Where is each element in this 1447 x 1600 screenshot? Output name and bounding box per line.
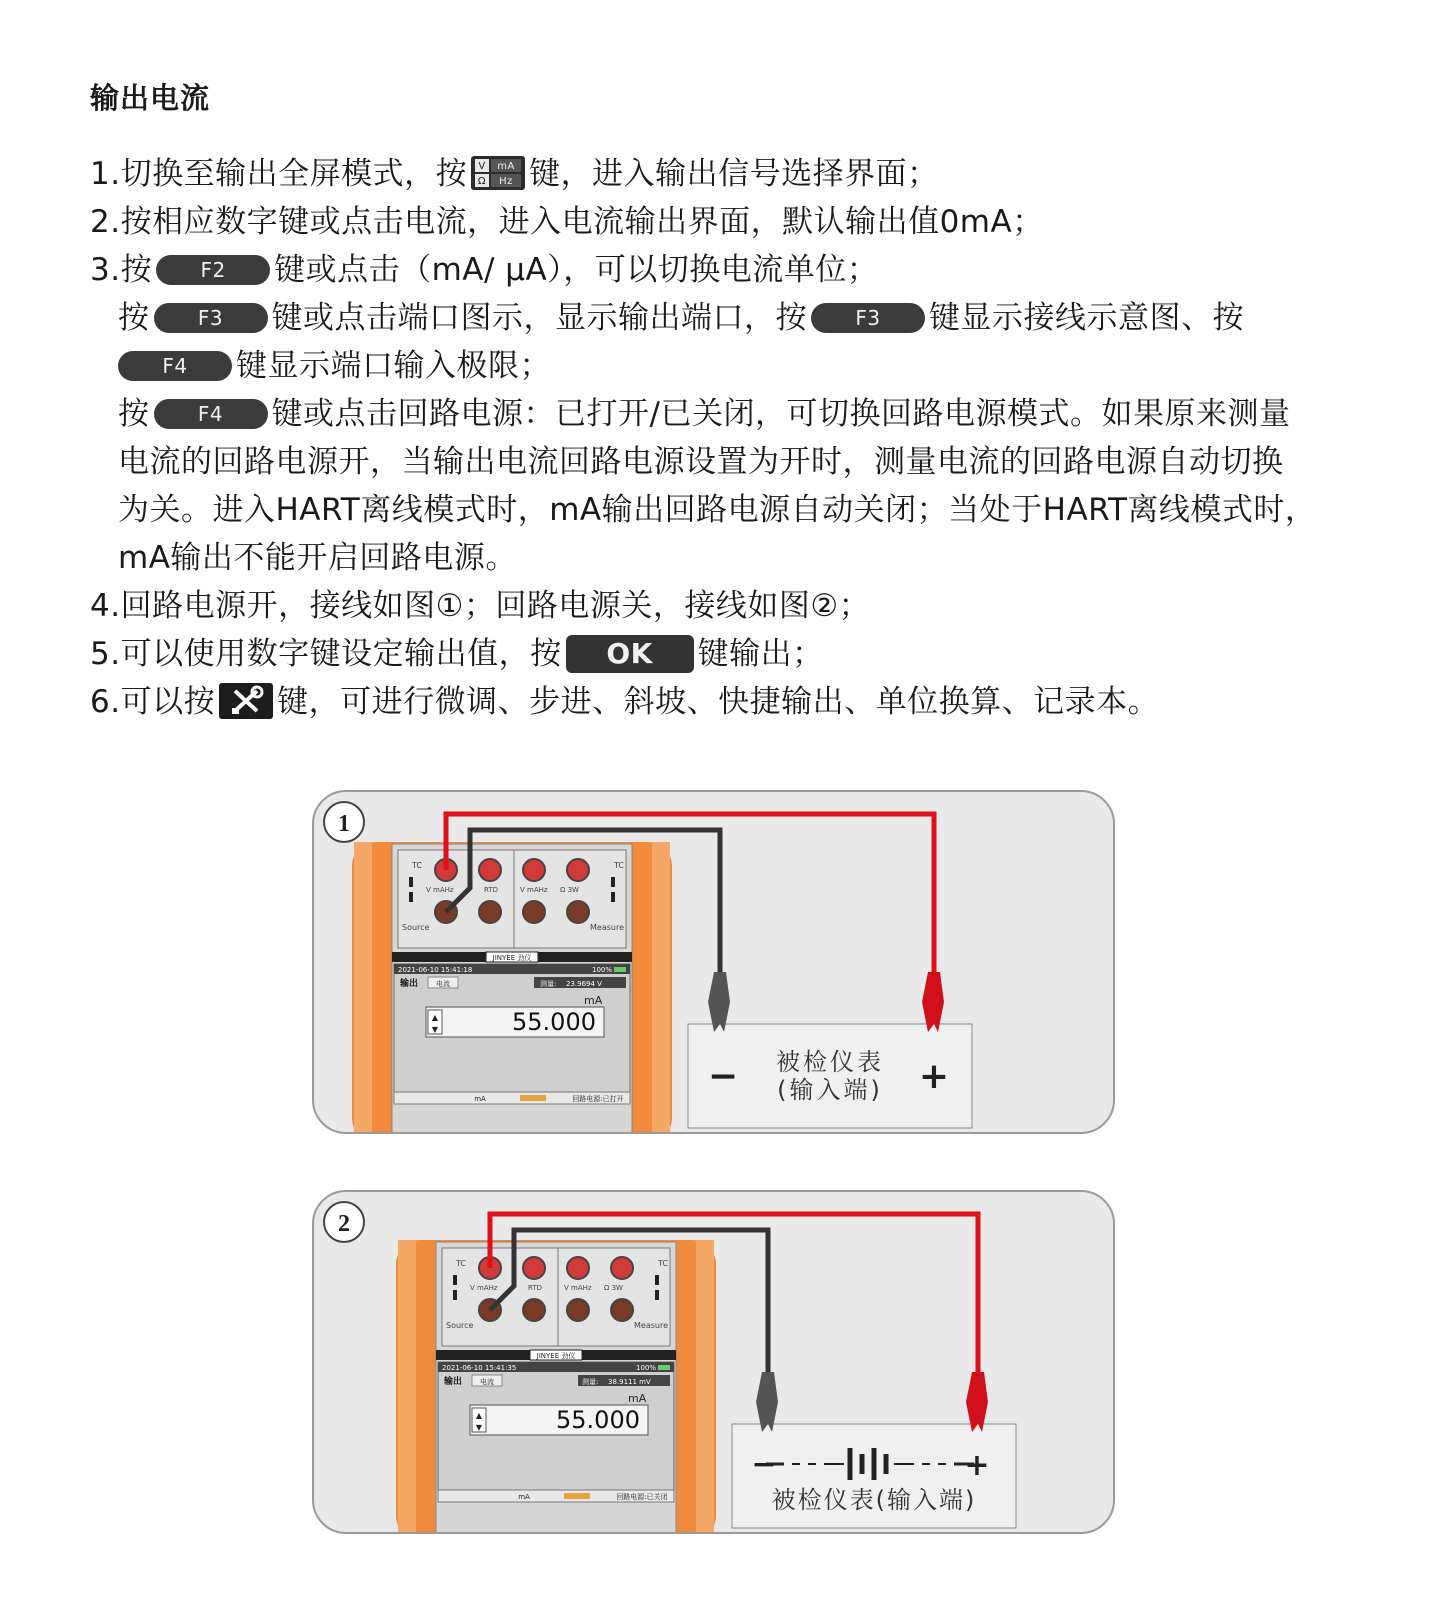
svg-text:100%: 100%: [636, 1364, 657, 1372]
svg-text:▼: ▼: [475, 1423, 483, 1432]
svg-text:Measure: Measure: [634, 1321, 668, 1330]
wiring-diagram-1: [312, 790, 1115, 1134]
svg-text:Ω: Ω: [478, 175, 487, 187]
step-3-f4: F4 键显示端口输入极限；: [118, 346, 551, 386]
svg-text:V mAHz: V mAHz: [426, 886, 454, 894]
ok-key[interactable]: OK: [566, 635, 694, 673]
svg-text:▲: ▲: [475, 1411, 483, 1420]
f3-key-second[interactable]: F3: [811, 303, 925, 333]
black-clip-icon: [708, 972, 730, 1032]
svg-text:38.9111 mV: 38.9111 mV: [608, 1378, 651, 1386]
step-4: 4.回路电源开，接线如图①；回路电源关，接线如图②；: [90, 588, 871, 624]
step-3-line-3: 为关。进入HART离线模式时，mA输出回路电源自动关闭；当处于HART离线模式时，: [118, 492, 1317, 528]
svg-text:回路电源:已关闭: 回路电源:已关闭: [616, 1493, 668, 1501]
svg-text:输出: 输出: [400, 979, 419, 989]
svg-text:Source: Source: [446, 1321, 474, 1330]
output-value: 55.000: [556, 1406, 640, 1434]
f3-key[interactable]: F3: [154, 303, 268, 333]
svg-text:Measure: Measure: [590, 923, 624, 932]
svg-text:mA: mA: [474, 1095, 486, 1103]
svg-text:测量:: 测量:: [582, 1378, 599, 1386]
svg-text:电流: 电流: [436, 980, 450, 988]
svg-text:V mAHz: V mAHz: [564, 1284, 592, 1292]
step-6: 6.可以按 键，可进行微调、步进、斜坡、快捷输出、单位换算、记录本。: [90, 684, 1160, 720]
black-clip-icon: [756, 1372, 778, 1432]
svg-text:电流: 电流: [480, 1378, 494, 1386]
step-3-line-4: mA输出不能开启回路电源。: [118, 540, 517, 576]
diagram-number: 1: [338, 811, 350, 837]
svg-text:mA: mA: [628, 1392, 647, 1405]
calibrator-device: [396, 1240, 716, 1534]
dut-plus: +: [964, 1448, 990, 1483]
svg-text:2021-06-10 15:41:18: 2021-06-10 15:41:18: [398, 966, 473, 974]
output-value: 55.000: [512, 1008, 596, 1036]
svg-text:23.9694 V: 23.9694 V: [566, 980, 602, 988]
svg-text:TC: TC: [412, 861, 423, 870]
dut-sublabel: (输入端): [777, 1076, 883, 1104]
svg-text:Ω 3W: Ω 3W: [604, 1284, 623, 1292]
svg-text:TC: TC: [614, 861, 625, 870]
svg-text:输出: 输出: [444, 1377, 463, 1387]
svg-text:Source: Source: [402, 923, 430, 932]
step-2: 2.按相应数字键或点击电流，进入电流输出界面，默认输出值0mA；: [90, 204, 1044, 240]
svg-text:▲: ▲: [431, 1013, 439, 1022]
svg-text:V mAHz: V mAHz: [470, 1284, 498, 1292]
svg-text:mA: mA: [584, 994, 603, 1007]
step-5: 5.可以使用数字键设定输出值，按 OK 键输出；: [90, 636, 824, 672]
dut-label: 被检仪表(输入端): [771, 1486, 977, 1514]
wiring-diagram-2: [312, 1190, 1115, 1534]
svg-text:Hz: Hz: [499, 175, 513, 187]
tools-key-icon: [219, 683, 273, 719]
red-clip-icon: [922, 972, 944, 1032]
svg-text:V: V: [478, 160, 486, 172]
step-3: 3.按 F2 键或点击（mA/ μA），可以切换电流单位；: [90, 252, 879, 288]
section-title: 输出电流: [90, 81, 211, 115]
diagram-number: 2: [338, 1211, 350, 1237]
svg-text:100%: 100%: [592, 966, 613, 974]
svg-text:RTD: RTD: [528, 1284, 543, 1292]
step-3-line-2: 电流的回路电源开，当输出电流回路电源设置为开时，测量电流的回路电源自动切换: [118, 444, 1284, 480]
svg-text:▼: ▼: [431, 1025, 439, 1034]
red-clip-icon: [966, 1372, 988, 1432]
svg-text:TC: TC: [456, 1259, 467, 1268]
dut-minus: −: [751, 1447, 777, 1482]
svg-text:Ω 3W: Ω 3W: [560, 886, 579, 894]
f2-key[interactable]: F2: [156, 255, 270, 285]
step-3-f3: 按 F3 键或点击端口图示，显示输出端口，按 F3 键显示接线示意图、按: [118, 300, 1244, 336]
svg-text:测量:: 测量:: [540, 980, 557, 988]
v-ma-ohm-hz-key-icon: [471, 156, 525, 190]
dut-label: 被检仪表: [776, 1048, 884, 1076]
f4-key-second[interactable]: F4: [154, 399, 268, 429]
dut-plus: +: [918, 1056, 950, 1097]
step-3-loop-power: 按 F4 键或点击回路电源：已打开/已关闭，可切换回路电源模式。如果原来测量: [118, 396, 1291, 432]
calibrator-device: [352, 842, 672, 1134]
svg-text:JINYEE 劲仪: JINYEE 劲仪: [536, 1352, 576, 1360]
svg-text:TC: TC: [658, 1259, 669, 1268]
svg-text:mA: mA: [518, 1493, 530, 1501]
step-1: 1.切换至输出全屏模式，按 V Ω mA Hz 键，进入输出信号选择界面；: [90, 156, 939, 192]
dut-minus: −: [707, 1056, 739, 1097]
svg-text:mA: mA: [497, 160, 515, 172]
f4-key[interactable]: F4: [118, 351, 232, 381]
svg-text:RTD: RTD: [484, 886, 499, 894]
svg-text:JINYEE 劲仪: JINYEE 劲仪: [492, 954, 532, 962]
svg-text:2021-06-10 15:41:35: 2021-06-10 15:41:35: [442, 1364, 517, 1372]
svg-text:回路电源:已打开: 回路电源:已打开: [572, 1095, 624, 1103]
svg-text:V mAHz: V mAHz: [520, 886, 548, 894]
